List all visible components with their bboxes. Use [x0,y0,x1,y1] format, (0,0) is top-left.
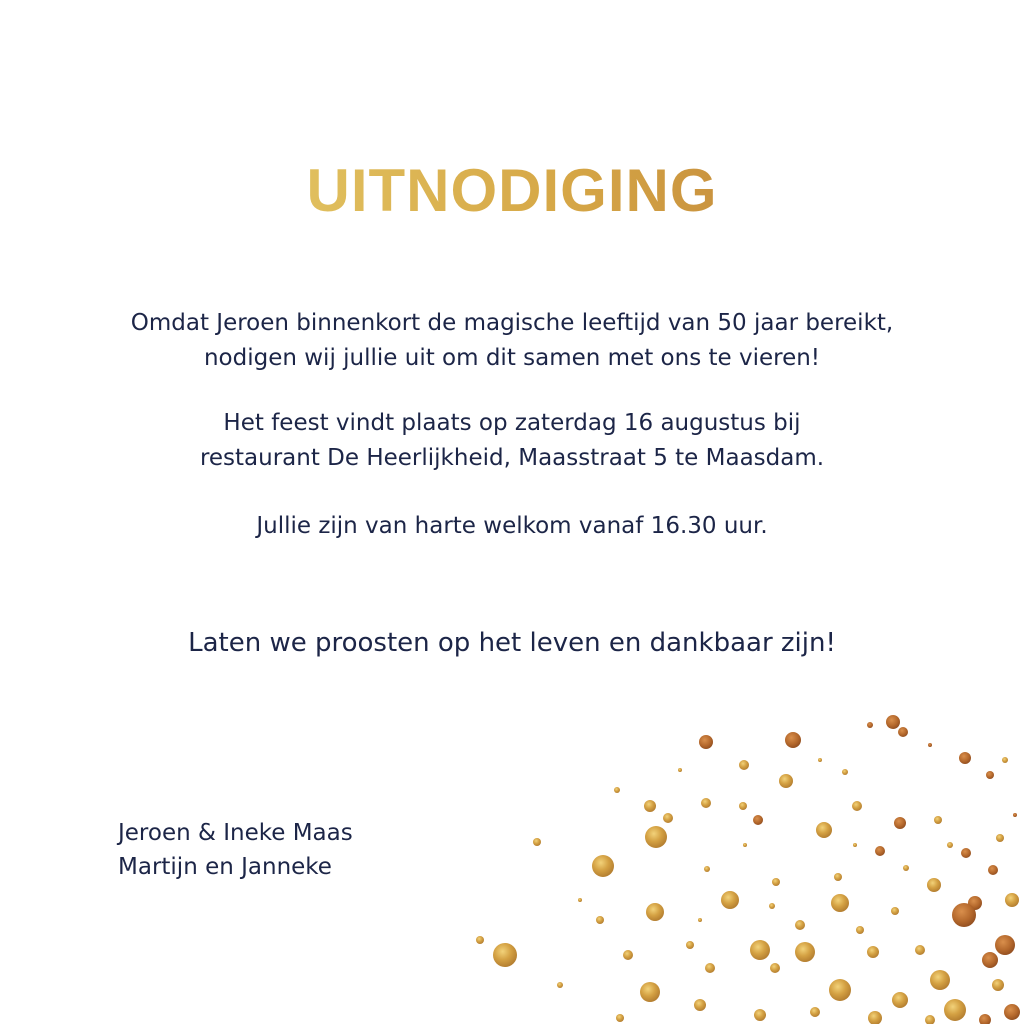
gold-splatter-dot [623,950,633,960]
gold-splatter-dot [886,715,900,729]
gold-splatter-dot [842,769,848,775]
gold-splatter-dot [988,865,998,875]
party-line: Het feest vindt plaats op zaterdag 16 augustus bij [223,410,801,436]
gold-splatter-dot [779,774,793,788]
invitation-title: UITNODIGING [0,156,1024,226]
gold-splatter-dot [646,903,664,921]
gold-splatter-dot [927,878,941,892]
gold-splatter-dot [810,1007,820,1017]
gold-splatter-dot [795,942,815,962]
gold-splatter-dot [996,834,1004,842]
gold-splatter-dot [952,903,976,927]
signature-line: Jeroen & Ineke Maas [118,820,353,846]
gold-splatter-dot [852,801,862,811]
gold-splatter-dot [867,722,873,728]
gold-splatter-dot [739,760,749,770]
gold-splatter-dot [640,982,660,1002]
gold-splatter-dot [992,979,1004,991]
gold-splatter-dot [1002,757,1008,763]
gold-splatter-dot [979,1014,991,1024]
gold-splatter-dot [816,822,832,838]
gold-splatter-dot [644,800,656,812]
gold-splatter-dot [754,1009,766,1021]
gold-splatter-dot [934,816,942,824]
gold-splatter-dot [614,787,620,793]
gold-splatter-dot [533,838,541,846]
gold-splatter-dot [739,802,747,810]
gold-splatter-dot [701,798,711,808]
gold-splatter-dot [961,848,971,858]
gold-splatter-dot [831,894,849,912]
gold-splatter-dot [867,946,879,958]
gold-splatter-dot [753,815,763,825]
gold-splatter-dot [959,752,971,764]
gold-splatter-dot [678,768,682,772]
gold-splatter-dot [686,941,694,949]
gold-splatter-dot [750,940,770,960]
gold-splatter-dot [928,743,932,747]
gold-splatter-dot [892,992,908,1008]
intro-line: Omdat Jeroen binnenkort de magische leeftijd van 50 jaar bereikt, [130,310,894,336]
gold-splatter-dot [705,963,715,973]
gold-splatter-dot [903,865,909,871]
gold-splatter-dot [930,970,950,990]
gold-splatter-dot [915,945,925,955]
gold-splatter-dot [743,843,747,847]
gold-splatter-dot [818,758,822,762]
gold-splatter-dot [785,732,801,748]
gold-splatter-dot [853,843,857,847]
intro-line: nodigen wij jullie uit om dit samen met ons te vieren! [203,345,821,371]
gold-splatter-dot [698,918,702,922]
welcome-line: Jullie zijn van harte welkom vanaf 16.30 uur. [256,513,768,539]
gold-splatter-dot [834,873,842,881]
gold-splatter-dot [986,771,994,779]
gold-splatter-dot [1013,813,1017,817]
gold-splatter-dot [856,926,864,934]
gold-splatter-dot [699,735,713,749]
gold-splatter-dot [645,826,667,848]
party-line: restaurant De Heerlijkheid, Maasstraat 5 te Maasdam. [199,445,825,471]
gold-splatter-dot [493,943,517,967]
gold-splatter-dot [898,727,908,737]
gold-splatter-dot [795,920,805,930]
gold-splatter-dot [769,903,775,909]
gold-splatter-dot [557,982,563,988]
gold-splatter-dot [592,855,614,877]
gold-splatter-dot [721,891,739,909]
signature-line: Martijn en Janneke [118,854,332,880]
gold-splatter-dot [925,1015,935,1024]
gold-splatter-dot [578,898,582,902]
gold-splatter-dot [891,907,899,915]
gold-splatter-dot [868,1011,882,1024]
gold-splatter-dot [944,999,966,1021]
gold-splatter-dot [947,842,953,848]
gold-splatter-dot [663,813,673,823]
gold-splatter-dot [616,1014,624,1022]
gold-splatter-dot [829,979,851,1001]
gold-splatter-dot [596,916,604,924]
gold-splatter-dot [772,878,780,886]
gold-splatter-dot [694,999,706,1011]
gold-splatter-dot [995,935,1015,955]
gold-splatter-dot [894,817,906,829]
gold-splatter-dot [476,936,484,944]
gold-splatter-dot [770,963,780,973]
gold-splatter-dot [875,846,885,856]
gold-splatter-dot [1005,893,1019,907]
toast-line: Laten we proosten op het leven en dankbaar zijn! [188,628,836,658]
gold-splatter-dot [982,952,998,968]
gold-splatter-dot [1004,1004,1020,1020]
gold-splatter-dot [704,866,710,872]
